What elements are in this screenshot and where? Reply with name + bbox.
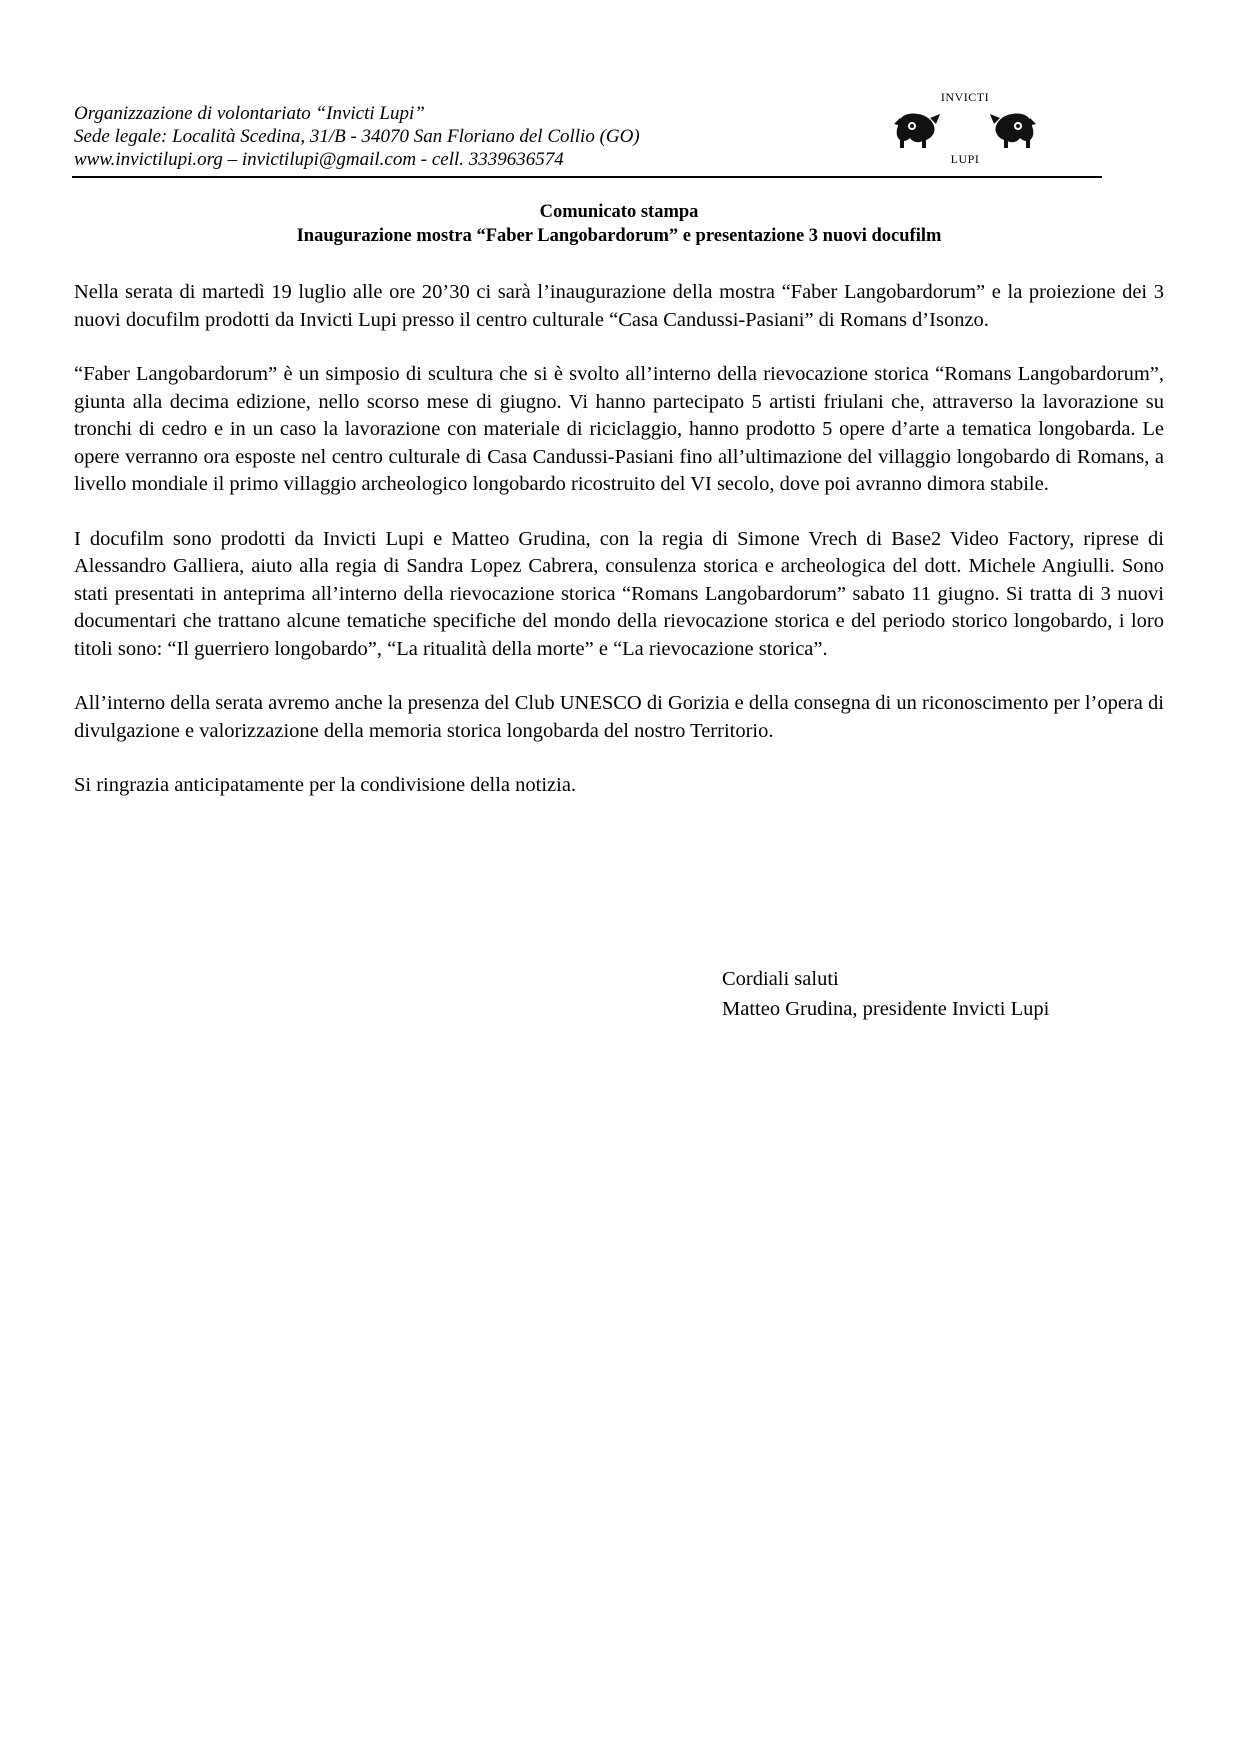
paragraph: Si ringrazia anticipatamente per la condivisione della notizia. bbox=[74, 774, 577, 796]
header-divider bbox=[72, 176, 1102, 178]
logo-bottom-text: LUPI bbox=[950, 152, 980, 166]
organization-line: Organizzazione di volontariato “Invicti Lupi” bbox=[74, 103, 425, 124]
address-line: Sede legale: Località Scedina, 31/B - 34070 San Floriano del Collio (GO) bbox=[74, 126, 640, 147]
paragraph: All’interno della serata avremo anche la presenza del Club UNESCO di Gorizia e della consegna di un riconoscimento per l’opera di divulgazione e valorizzazione della memoria storica longobarda del nostro Territorio. bbox=[74, 692, 1164, 742]
letterhead bbox=[74, 102, 774, 171]
greeting: Cordiali saluti bbox=[722, 968, 839, 990]
body-text bbox=[74, 279, 1164, 827]
paragraph: Nella serata di martedì 19 luglio alle ore 20’30 ci sarà l’inaugurazione della mostra “Faber Langobardorum” e la proiezione dei 3 nuovi docufilm prodotti da Invicti Lupi presso il centro culturale “Casa Candussi-Pasiani” di Romans d’Isonzo. bbox=[74, 281, 1164, 331]
paragraph: “Faber Langobardorum” è un simposio di scultura che si è svolto all’interno della rievocazione storica “Romans Langobardorum”, giunta alla decima edizione, nello scorso mese di giugno. Vi hanno partecipato 5 artisti friulani che, attraverso la lavorazione su tronchi di cedro e in un caso la lavorazione con materiale di riciclaggio, hanno prodotto 5 opere d’arte a tematica longobarda. Le opere verranno ora esposte nel centro culturale di Casa Candussi-Pasiani fino all’ultimazione del villaggio longobardo di Romans, a livello mondiale il primo villaggio archeologico longobardo ricostruito del VI secolo, dove poi avranno dimora stabile. bbox=[74, 363, 1164, 495]
title-line-2: Inaugurazione mostra “Faber Langobardorum” e presentazione 3 nuovi docufilm bbox=[296, 226, 942, 246]
invicti-lupi-logo bbox=[890, 90, 1040, 170]
logo-top-text: INVICTI bbox=[940, 90, 990, 104]
closing-block bbox=[722, 964, 1142, 1024]
contact-line: www.invictilupi.org – invictilupi@gmail.com - cell. 3339636574 bbox=[74, 149, 564, 170]
title-line-1: Comunicato stampa bbox=[539, 202, 699, 222]
wolves-emblem-icon bbox=[890, 104, 1040, 152]
paragraph: I docufilm sono prodotti da Invicti Lupi e Matteo Grudina, con la regia di Simone Vrech di Base2 Video Factory, riprese di Alessandro Galliera, aiuto alla regia di Sandra Lopez Cabrera, consulenza storica e archeologica del dott. Michele Angiulli. Sono stati presentati in anteprima all’interno della rievocazione storica “Romans Langobardorum” sabato 11 giugno. Si tratta di 3 nuovi documentari che trattano alcune tematiche specifiche del mondo della rievocazione storica e del periodo storico longobardo, i loro titoli sono: “Il guerriero longobardo”, “La ritualità della morte” e “La rievocazione storica”. bbox=[74, 527, 1164, 660]
signature: Matteo Grudina, presidente Invicti Lupi bbox=[722, 998, 1050, 1020]
press-release-title bbox=[74, 200, 1164, 248]
